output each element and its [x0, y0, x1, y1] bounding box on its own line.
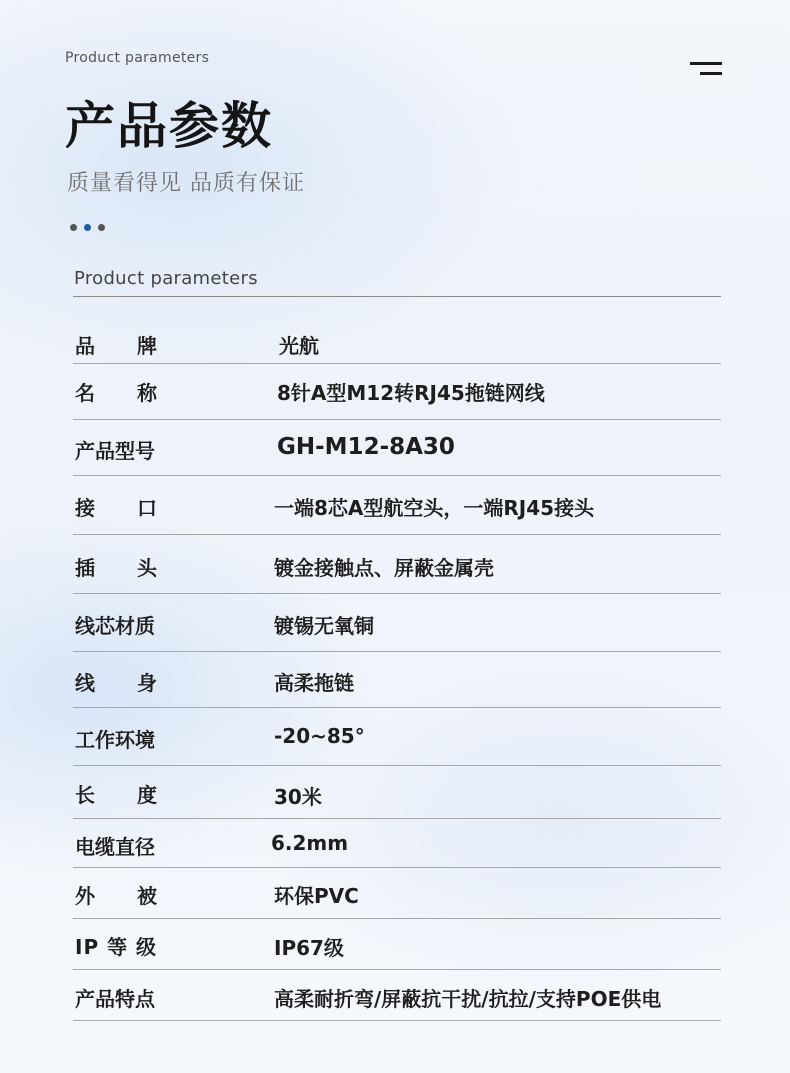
- param-key: IP 等 级: [75, 935, 158, 959]
- top-section-label: Product parameters: [65, 50, 210, 66]
- param-row-core-material: [73, 594, 721, 652]
- param-key: 线 身: [75, 671, 157, 695]
- param-row-length: [73, 766, 721, 819]
- param-key: 工作环境: [75, 728, 155, 752]
- param-value: IP67级: [274, 936, 344, 960]
- table-section-label: Product parameters: [74, 268, 258, 289]
- param-value: -20~85°: [274, 724, 365, 748]
- param-row-body: [73, 652, 721, 708]
- param-value: 光航: [279, 334, 319, 358]
- param-value: 环保PVC: [274, 884, 359, 908]
- param-value: 30米: [274, 785, 322, 809]
- param-row-ip-rating: [73, 919, 721, 970]
- param-key: 名 称: [75, 381, 157, 405]
- param-value: GH-M12-8A30: [277, 434, 455, 460]
- param-key: 线芯材质: [75, 614, 155, 638]
- pagination-dot-active: [84, 224, 91, 231]
- param-value: 一端8芯A型航空头，一端RJ45接头: [274, 496, 595, 520]
- param-row-interface: [73, 476, 721, 535]
- param-row-brand: [73, 297, 721, 364]
- menu-icon[interactable]: [690, 62, 722, 78]
- param-key: 插 头: [75, 556, 157, 580]
- param-key: 品 牌: [75, 334, 157, 358]
- param-key: 产品特点: [75, 987, 155, 1011]
- param-value: 镀金接触点、屏蔽金属壳: [274, 556, 494, 580]
- param-value: 8针A型M12转RJ45拖链网线: [277, 381, 545, 405]
- param-value: 6.2mm: [271, 831, 349, 855]
- page-subtitle: 质量看得见 品质有保证: [67, 171, 305, 196]
- param-key: 接 口: [75, 496, 157, 520]
- page-title: 产品参数: [65, 97, 273, 155]
- menu-icon-line-short: [700, 72, 722, 75]
- param-value: 镀锡无氧铜: [274, 614, 374, 638]
- param-key: 外 被: [75, 884, 157, 908]
- param-row-environment: [73, 708, 721, 766]
- param-row-diameter: [73, 819, 721, 868]
- menu-icon-line-long: [690, 62, 722, 65]
- param-row-features: [73, 970, 721, 1021]
- param-value: 高柔耐折弯/屏蔽抗干扰/抗拉/支持POE供电: [274, 987, 662, 1011]
- param-key: 电缆直径: [75, 835, 155, 859]
- pagination-dot: [98, 224, 105, 231]
- param-value: 高柔拖链: [274, 671, 354, 695]
- param-row-plug: [73, 535, 721, 594]
- param-key: 产品型号: [75, 439, 155, 463]
- param-row-name: [73, 364, 721, 420]
- param-row-jacket: [73, 868, 721, 919]
- param-key: 长 度: [75, 783, 157, 807]
- pagination-dot: [70, 224, 77, 231]
- param-row-model: [73, 420, 721, 476]
